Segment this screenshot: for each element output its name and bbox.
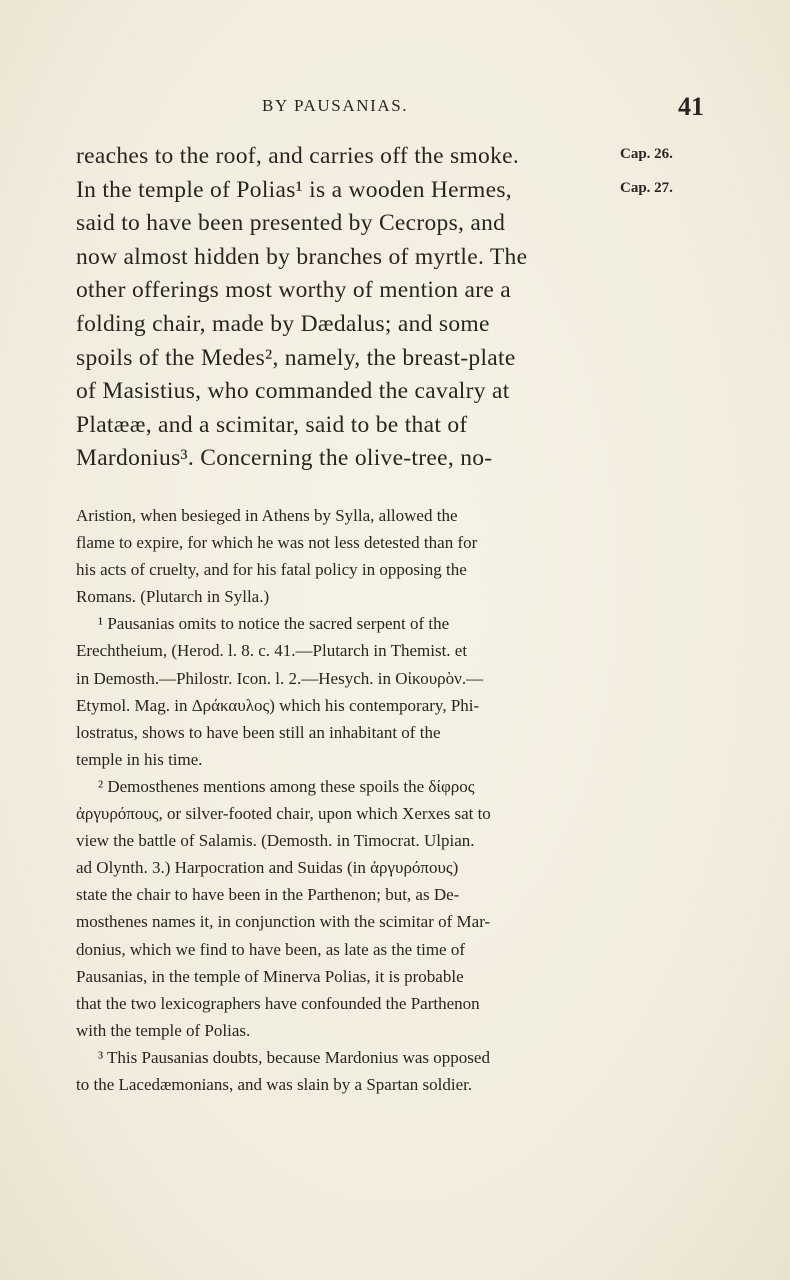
- text-line: In the temple of Polias¹ is a wooden Hermes,: [76, 176, 512, 203]
- footnote-line: that the two lexicographers have confounded the Parthenon: [76, 993, 480, 1013]
- footnote-line: ¹ Pausanias omits to notice the sacred serpent of the: [98, 614, 450, 634]
- text-line: Mardonius³. Concerning the olive-tree, no-: [76, 445, 493, 472]
- footnote-line: Pausanias, in the temple of Minerva Polias, it is probable: [76, 966, 464, 986]
- footnote-line: temple in his time.: [76, 749, 203, 769]
- footnote-line: Aristion, when besieged in Athens by Sylla, allowed the: [76, 506, 458, 525]
- footnote-line: state the chair to have been in the Parthenon; but, as De-: [76, 885, 460, 905]
- footnote-line: ³ This Pausanias doubts, because Mardonius was opposed: [98, 1047, 490, 1067]
- footnote-line: lostratus, shows to have been still an inhabitant of the: [76, 722, 441, 742]
- footnote-line: flame to expire, for which he was not less detested than for: [76, 533, 478, 553]
- footnote-line: ad Olynth. 3.) Harpocration and Suidas (in ἀργυρόπους): [76, 858, 459, 878]
- running-head-title: BY PAUSANIAS.: [262, 96, 409, 115]
- text-line: folding chair, made by Dædalus; and some: [76, 310, 490, 337]
- running-head: [0, 92, 790, 121]
- footnote-line: ἀργυρόπους, or silver-footed chair, upon which Xerxes sat to: [76, 804, 491, 824]
- footnotes: [76, 502, 616, 1098]
- footnote-line: in Demosth.—Philostr. Icon. l. 2.—Hesych. in Οἰκουρὸν.—: [76, 668, 484, 688]
- main-text: [76, 140, 616, 476]
- text-line: spoils of the Medes², namely, the breast-plate: [76, 344, 516, 371]
- footnote-line: his acts of cruelty, and for his fatal policy in opposing the: [76, 560, 467, 580]
- footnote-line: Romans. (Plutarch in Sylla.): [76, 587, 270, 607]
- text-line: said to have been presented by Cecrops, and: [76, 210, 506, 237]
- text-line: reaches to the roof, and carries off the smoke.: [76, 143, 520, 169]
- footnote-line: Etymol. Mag. in Δράκαυλος) which his contemporary, Phi-: [76, 695, 480, 715]
- page-number: 41: [678, 92, 704, 121]
- text-line: other offerings most worthy of mention are a: [76, 277, 512, 304]
- margin-note-chapter: Cap. 26.: [620, 146, 673, 162]
- text-line: Platææ, and a scimitar, said to be that of: [76, 411, 468, 438]
- text-line: of Masistius, who commanded the cavalry at: [76, 378, 510, 405]
- footnote-line: with the temple of Polias.: [76, 1020, 251, 1040]
- footnote-line: to the Lacedæmonians, and was slain by a Spartan soldier.: [76, 1074, 473, 1094]
- footnote-line: donius, which we find to have been, as late as the time of: [76, 939, 465, 959]
- margin-note-chapter: Cap. 27.: [620, 180, 673, 196]
- footnote-line: ² Demosthenes mentions among these spoils the δίφρος: [98, 776, 475, 796]
- footnote-line: mosthenes names it, in conjunction with the scimitar of Mar-: [76, 912, 491, 932]
- footnote-line: view the battle of Salamis. (Demosth. in Timocrat. Ulpian.: [76, 831, 475, 851]
- footnote-line: Erechtheium, (Herod. l. 8. c. 41.—Plutarch in Themist. et: [76, 641, 468, 661]
- text-line: now almost hidden by branches of myrtle. The: [76, 243, 528, 270]
